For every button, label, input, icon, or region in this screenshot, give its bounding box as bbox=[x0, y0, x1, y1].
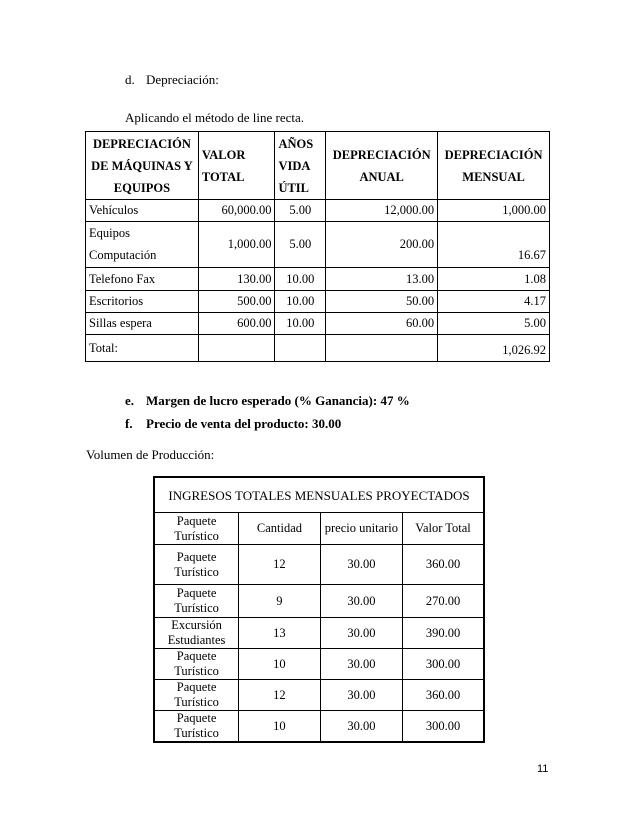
value-cell: 130.00 bbox=[198, 268, 275, 291]
monthly-cell: 5.00 bbox=[438, 313, 550, 335]
product-cell bbox=[154, 545, 239, 585]
annual-cell: 12,000.00 bbox=[326, 200, 438, 222]
asset-cell bbox=[86, 222, 199, 268]
product-line1: Paquete bbox=[176, 680, 217, 694]
product-line2: Turístico bbox=[174, 601, 219, 615]
income-header-row bbox=[154, 513, 484, 545]
unit-price-cell: 30.00 bbox=[320, 545, 402, 585]
product-line2: Estudiantes bbox=[167, 633, 226, 647]
table-row bbox=[154, 585, 484, 618]
asset-cell: Sillas espera bbox=[86, 313, 199, 335]
table-row bbox=[154, 649, 484, 680]
asset-cell: Escritorios bbox=[86, 291, 199, 313]
total-cell: 360.00 bbox=[403, 680, 484, 711]
sale-price-text: Precio de venta del producto: 30.00 bbox=[146, 416, 342, 431]
header-product-line1: Paquete bbox=[176, 513, 217, 528]
page-number: 11 bbox=[537, 763, 549, 775]
total-monthly: 1,026.92 bbox=[438, 335, 550, 362]
header-value-line1: VALOR bbox=[201, 147, 246, 162]
monthly-cell: 1,000.00 bbox=[438, 200, 550, 222]
product-line2: Turístico bbox=[174, 726, 219, 740]
depreciation-method-text: Aplicando el método de line recta. bbox=[125, 110, 305, 125]
header-asset-line1: DEPRECIACIÓN bbox=[92, 136, 191, 151]
header-years bbox=[275, 132, 326, 200]
product-cell bbox=[154, 711, 239, 743]
annual-cell: 200.00 bbox=[326, 222, 438, 268]
annual-cell: 60.00 bbox=[326, 313, 438, 335]
years-cell: 5.00 bbox=[275, 200, 326, 222]
value-cell: 1,000.00 bbox=[198, 222, 275, 268]
header-annual-line1: DEPRECIACIÓN bbox=[332, 147, 431, 162]
unit-price-cell: 30.00 bbox=[320, 649, 402, 680]
header-asset-line3: EQUIPOS bbox=[113, 180, 171, 195]
header-asset-line2: DE MÁQUINAS Y bbox=[91, 158, 193, 173]
empty-cell bbox=[198, 335, 275, 362]
header-product-line2: Turístico bbox=[174, 528, 219, 543]
value-cell: 500.00 bbox=[198, 291, 275, 313]
asset-cell: Vehículos bbox=[86, 200, 199, 222]
header-monthly-line2: MENSUAL bbox=[462, 169, 525, 184]
unit-price-cell: 30.00 bbox=[320, 680, 402, 711]
product-cell bbox=[154, 585, 239, 618]
section-f-label: f. bbox=[125, 416, 133, 431]
header-product bbox=[154, 513, 239, 545]
value-cell: 60,000.00 bbox=[198, 200, 275, 222]
total-cell: 360.00 bbox=[403, 545, 484, 585]
unit-price-cell: 30.00 bbox=[320, 618, 402, 649]
total-label: Total: bbox=[86, 335, 199, 362]
section-e-label: e. bbox=[125, 393, 135, 408]
annual-cell: 13.00 bbox=[326, 268, 438, 291]
table-row bbox=[86, 268, 550, 291]
table-row bbox=[86, 313, 550, 335]
quantity-cell: 12 bbox=[239, 545, 321, 585]
profit-margin-text: Margen de lucro esperado (% Ganancia): 47 % bbox=[146, 393, 410, 408]
years-cell: 10.00 bbox=[275, 291, 326, 313]
product-line1: Paquete bbox=[176, 586, 217, 600]
product-cell bbox=[154, 618, 239, 649]
table-row bbox=[154, 618, 484, 649]
table-row bbox=[154, 711, 484, 743]
unit-price-cell: 30.00 bbox=[320, 585, 402, 618]
years-cell: 10.00 bbox=[275, 313, 326, 335]
depreciation-header-row bbox=[86, 132, 550, 200]
product-line2: Turístico bbox=[174, 664, 219, 678]
table-row bbox=[154, 545, 484, 585]
header-value-line2: TOTAL bbox=[201, 169, 245, 184]
asset-line1: Equipos bbox=[89, 226, 130, 240]
header-monthly-line1: DEPRECIACIÓN bbox=[444, 147, 543, 162]
total-cell: 300.00 bbox=[403, 649, 484, 680]
product-cell bbox=[154, 649, 239, 680]
total-row bbox=[86, 335, 550, 362]
annual-cell: 50.00 bbox=[326, 291, 438, 313]
quantity-cell: 10 bbox=[239, 649, 321, 680]
asset-cell: Telefono Fax bbox=[86, 268, 199, 291]
monthly-cell: 1.08 bbox=[438, 268, 550, 291]
header-years-line1: AÑOS bbox=[278, 136, 314, 151]
product-cell bbox=[154, 680, 239, 711]
income-table-title: INGRESOS TOTALES MENSUALES PROYECTADOS bbox=[154, 477, 484, 513]
header-total: Valor Total bbox=[403, 513, 484, 545]
quantity-cell: 12 bbox=[239, 680, 321, 711]
table-row bbox=[86, 291, 550, 313]
total-cell: 300.00 bbox=[403, 711, 484, 743]
years-cell: 10.00 bbox=[275, 268, 326, 291]
depreciation-table bbox=[85, 131, 550, 362]
unit-price-cell: 30.00 bbox=[320, 711, 402, 743]
quantity-cell: 13 bbox=[239, 618, 321, 649]
header-years-line3: ÚTIL bbox=[278, 180, 310, 195]
total-cell: 270.00 bbox=[403, 585, 484, 618]
empty-cell bbox=[326, 335, 438, 362]
empty-cell bbox=[275, 335, 326, 362]
header-asset bbox=[86, 132, 199, 200]
income-title-row bbox=[154, 477, 484, 513]
header-value bbox=[198, 132, 275, 200]
production-volume-label: Volumen de Producción: bbox=[86, 447, 215, 462]
asset-line2: Computación bbox=[89, 248, 157, 262]
total-cell: 390.00 bbox=[403, 618, 484, 649]
product-line1: Paquete bbox=[176, 549, 217, 564]
header-years-line2: VIDA bbox=[278, 158, 311, 173]
header-annual-line2: ANUAL bbox=[359, 169, 404, 184]
table-row bbox=[86, 222, 550, 268]
header-monthly bbox=[438, 132, 550, 200]
header-unit-price: precio unitario bbox=[320, 513, 402, 545]
table-row bbox=[154, 680, 484, 711]
product-line2: Turístico bbox=[174, 564, 219, 579]
monthly-cell: 16.67 bbox=[438, 222, 550, 268]
product-line1: Paquete bbox=[176, 711, 217, 725]
quantity-cell: 10 bbox=[239, 711, 321, 743]
section-d-title: Depreciación: bbox=[146, 72, 219, 87]
section-d-label: d. bbox=[125, 72, 135, 87]
header-quantity: Cantidad bbox=[239, 513, 321, 545]
value-cell: 600.00 bbox=[198, 313, 275, 335]
product-line1: Excursión bbox=[171, 618, 222, 632]
quantity-cell: 9 bbox=[239, 585, 321, 618]
product-line2: Turístico bbox=[174, 695, 219, 709]
monthly-cell: 4.17 bbox=[438, 291, 550, 313]
product-line1: Paquete bbox=[176, 649, 217, 663]
table-row bbox=[86, 200, 550, 222]
income-table bbox=[153, 476, 485, 743]
header-annual bbox=[326, 132, 438, 200]
years-cell: 5.00 bbox=[275, 222, 326, 268]
